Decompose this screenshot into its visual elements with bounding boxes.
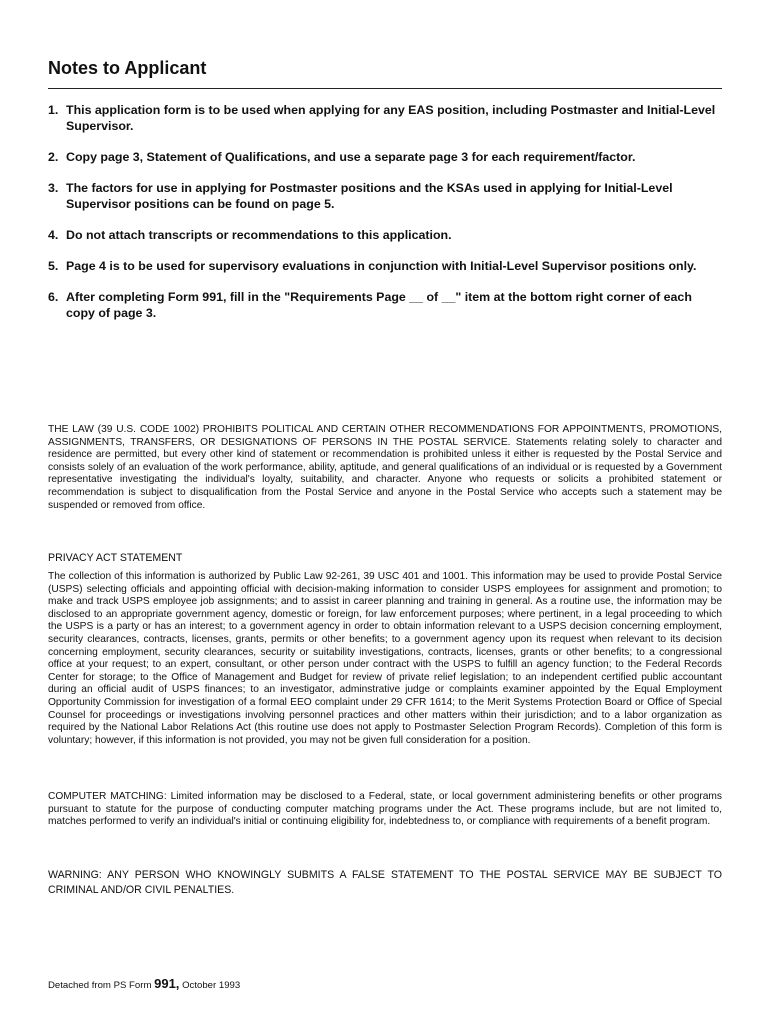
privacy-heading: PRIVACY ACT STATEMENT	[48, 552, 183, 564]
note-item	[48, 149, 722, 165]
notes-section	[48, 58, 722, 336]
note-number: 2.	[48, 150, 59, 164]
footer-suffix: October 1993	[179, 980, 241, 991]
privacy-act-statement: The collection of this information is authorized by Public Law 92-261, 39 USC 401 and 1001. This information may be used to provide Postal Service (USPS) selecting officials and appointing official with decision-making information to consider USPS employees for assignment and promotion; to make and track USPS employee job assignments; and to assist in career planning and training in general. As a routine use, the information may be disclosed to an appropriate government agency, domestic or foreign, for law enforcement purposes; where pertinent, in a legal proceeding to which the USPS is a party or has an interest; to a government agency in order to obtain information relevant to a USPS decision concerning employment, security clearances, contracts, licenses, grants, permits or other benefits; to a government agency upon its request when relevant to its decision concerning employment, security clearances, security or suitability investigations, contracts, licenses, grants or other benefits; to a congressional office at your request; to an expert, consultant, or other person under contract with the USPS to fulfill an agency function; to the Federal Records Center for storage; to the Office of Management and Budget for review of private relief legislation; to an independent certified public accountant during an official audit of USPS finances; to an investigator, adminstrative judge or complaints examiner appointed by the Equal Employment Opportunity Commission for investigation of a formal EEO complaint under 29 CFR 1614; to the Merit Systems Protection Board or Office of Special Counsel for proceedings or investigations involving personnel practices and other matters within their jurisdiction; and to a labor organization as required by the National Labor Relations Act (this routine use does not apply to Postmaster Selection Program Records). Completion of this form is voluntary; however, if this information is not provided, you may not be given full consideration for a position.	[48, 571, 722, 746]
note-number: 5.	[48, 259, 59, 273]
footer-form-number: 991,	[154, 976, 180, 991]
note-number: 6.	[48, 290, 59, 304]
note-number: 3.	[48, 181, 59, 195]
computer-matching-statement: COMPUTER MATCHING: Limited information may be disclosed to a Federal, state, or local government administering benefits or other programs pursuant to statute for the purpose of conducting computer matching programs under the Act. These programs include, but are not limited to, matches performed to verify an individual's initial or continuing eligibility for, indebtedness to, or compliance with requirements of a benefit program.	[48, 791, 722, 828]
note-item	[48, 102, 722, 134]
footer-prefix: Detached from PS Form	[48, 980, 155, 991]
note-text: The factors for use in applying for Postmaster positions and the KSAs used in applying for Initial-Level Supervisor positions can be found on page 5.	[66, 181, 673, 211]
note-text: Do not attach transcripts or recommendations to this application.	[66, 228, 452, 242]
note-item	[48, 289, 722, 321]
note-item	[48, 227, 722, 243]
note-number: 4.	[48, 228, 59, 242]
page-title: Notes to Applicant	[48, 58, 722, 89]
note-text: Page 4 is to be used for supervisory evaluations in conjunction with Initial-Level Supervisor positions only.	[66, 259, 697, 273]
note-item	[48, 258, 722, 274]
notes-list	[48, 102, 722, 321]
law-statement: THE LAW (39 U.S. CODE 1002) PROHIBITS POLITICAL AND CERTAIN OTHER RECOMMENDATIONS FOR APPOINTMENTS, PROMOTIONS, ASSIGNMENTS, TRANSFERS, OR DESIGNATIONS OF PERSONS IN THE POSTAL SERVICE. Statements relating solely to character and residence are permitted, but every other kind of statement or recommendation is prohibited unless it either is requested by the Postal Service and consists solely of an evaluation of the work performance, ability, aptitude, and general qualifications of an individual or is requested by a Government representative investigating the individual's loyalty, suitability, and character. Anyone who requests or solicits a prohibited statement or recommendation is subject to disqualification from the Postal Service and anyone in the Postal Service who accepts such a statement may be suspended or removed from office.	[48, 424, 722, 511]
warning-statement: WARNING: ANY PERSON WHO KNOWINGLY SUBMITS A FALSE STATEMENT TO THE POSTAL SERVICE MAY BE SUBJECT TO CRIMINAL AND/OR CIVIL PENALTIES.	[48, 869, 722, 896]
note-text: This application form is to be used when applying for any EAS position, including Postmaster and Initial-Level Supervisor.	[66, 103, 716, 133]
note-number: 1.	[48, 103, 59, 117]
note-item	[48, 180, 722, 212]
form-footer	[48, 976, 240, 991]
note-text: After completing Form 991, fill in the "Requirements Page __ of __" item at the bottom right corner of each copy of page 3.	[66, 290, 692, 320]
note-text: Copy page 3, Statement of Qualifications, and use a separate page 3 for each requirement/factor.	[66, 150, 636, 164]
